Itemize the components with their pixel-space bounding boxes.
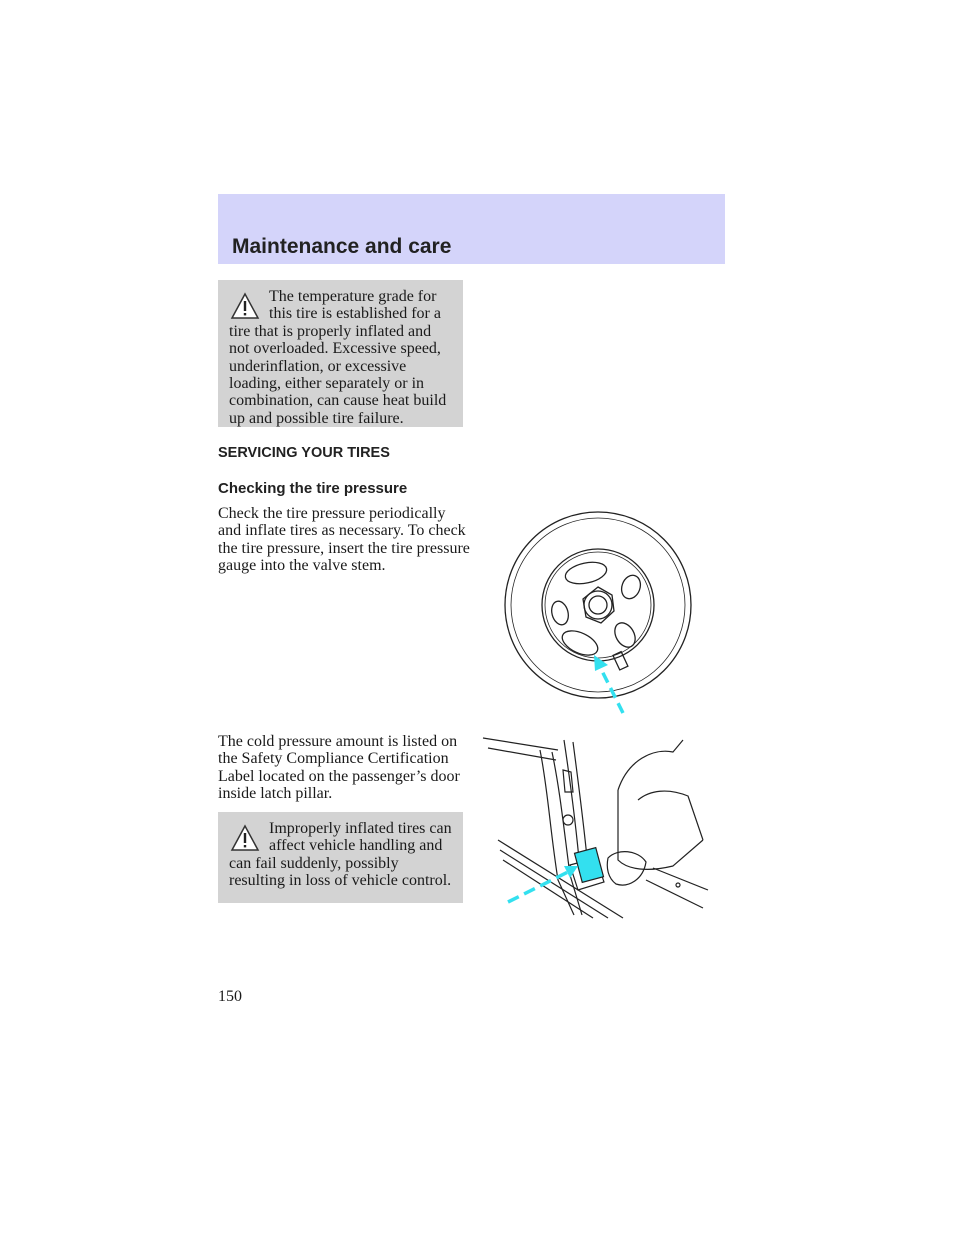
- warning-triangle-icon: [230, 824, 260, 852]
- warning-box: [218, 812, 463, 903]
- warning-text: The temperature grade for this tire is established for a tire that is properly inflated and not overloaded. Excessive speed, underinflation, or excessive loading, either separately or in combination, can cause heat build up and possible tire failure.: [229, 288, 447, 427]
- body-paragraph: Check the tire pressure periodically and inflate tires as necessary. To check the tire pressure, insert the tire pressure gauge into the valve stem.: [218, 505, 470, 575]
- warning-box: [218, 280, 463, 427]
- warning-triangle-icon: [230, 292, 260, 320]
- sub-heading: Checking the tire pressure: [218, 480, 408, 497]
- page-number: 150: [218, 988, 242, 1005]
- section-heading: SERVICING YOUR TIRES: [218, 445, 390, 461]
- page-section-title: Maintenance and care: [232, 235, 452, 258]
- wheel-valve-stem-illustration: [498, 495, 698, 720]
- warning-text: Improperly inflated tires can affect vehicle handling and can fail suddenly, possibly resulting in loss of vehicle control.: [229, 820, 452, 890]
- door-latch-pillar-illustration: [478, 730, 718, 920]
- body-paragraph: The cold pressure amount is listed on the Safety Compliance Certification Label located on the passenger’s door inside latch pillar.: [218, 733, 460, 803]
